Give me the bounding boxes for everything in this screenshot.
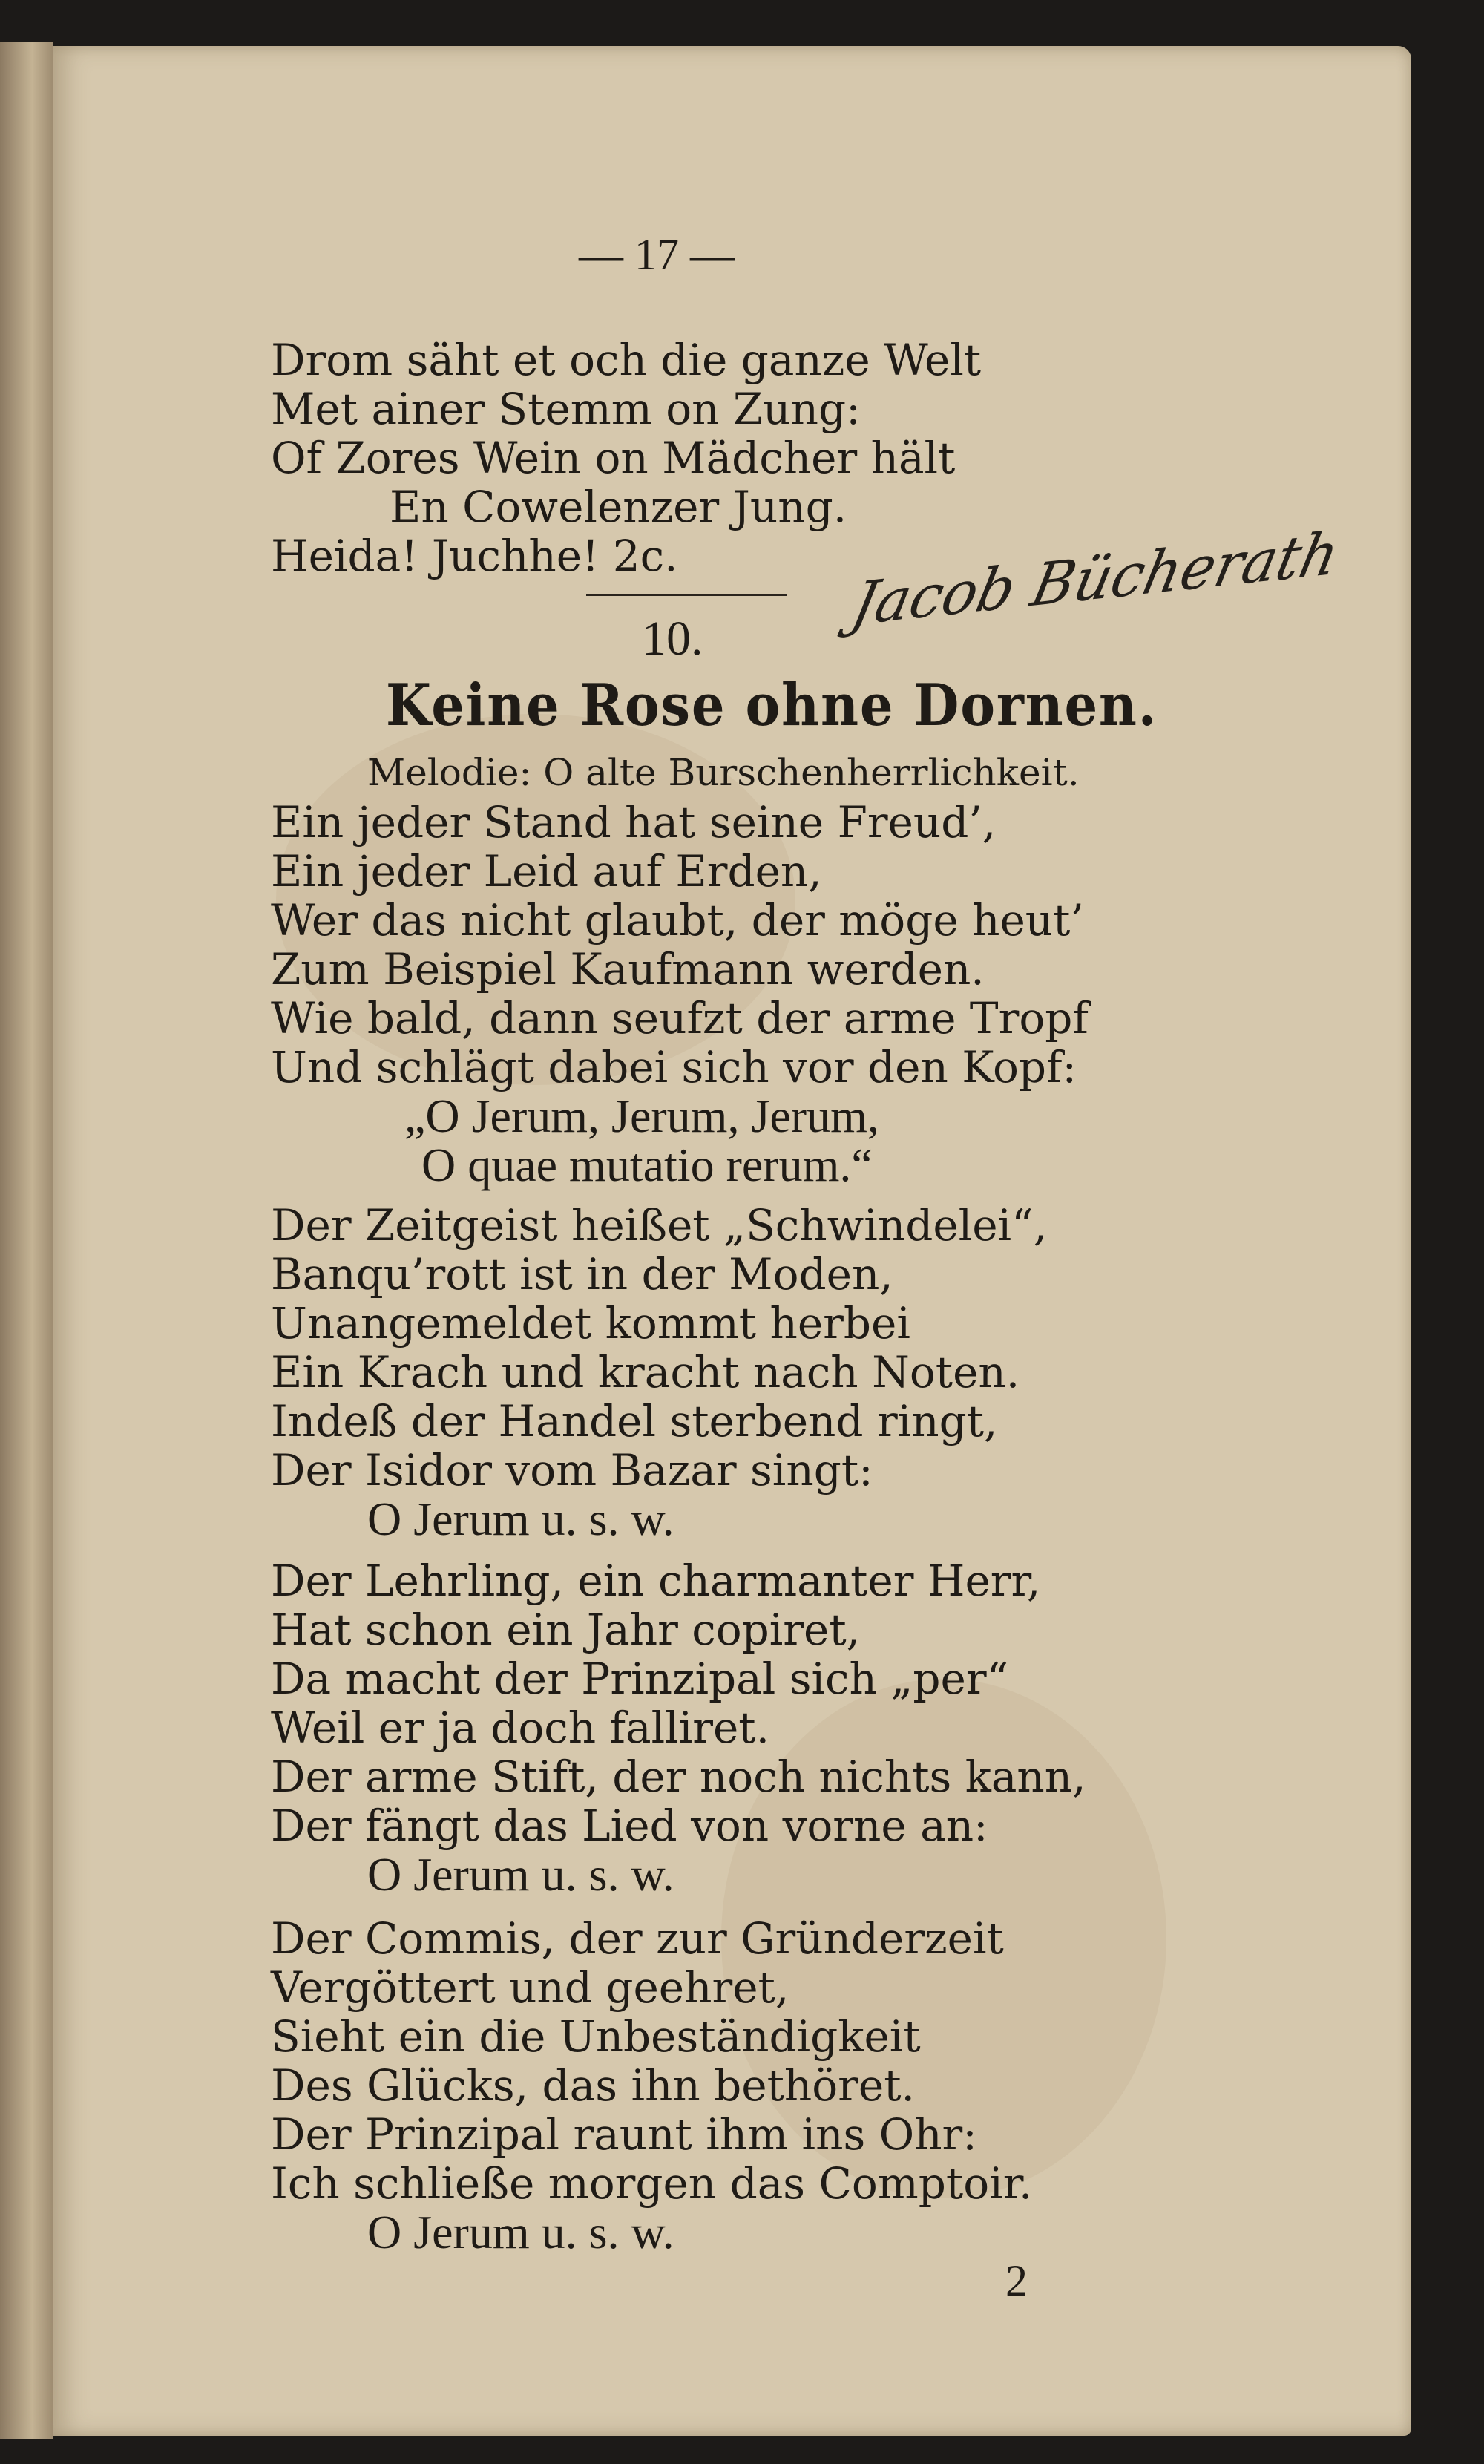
verse-line: Hat schon ein Jahr copiret, <box>271 1605 861 1655</box>
refrain-line: O Jerum u. s. w. <box>367 2206 674 2258</box>
verse-line: Weil er ja doch falliret. <box>271 1703 770 1753</box>
verse-line: Banqu’rott ist in der Moden, <box>271 1249 893 1300</box>
verse-line: Der Prinzipal raunt ihm ins Ohr: <box>271 2109 977 2160</box>
refrain-line: O quae mutatio rerum.“ <box>421 1138 873 1191</box>
verse-line: Ein jeder Leid auf Erden, <box>271 846 822 897</box>
verse-line: Drom säht et och die ganze Welt <box>271 335 982 385</box>
refrain-line: O Jerum u. s. w. <box>367 1848 674 1901</box>
verse-line: Der Lehrling, ein charmanter Herr, <box>271 1556 1041 1606</box>
section-divider <box>586 594 787 596</box>
verse-line: Der arme Stift, der noch nichts kann, <box>271 1752 1086 1802</box>
refrain-line: O Jerum u. s. w. <box>367 1493 674 1545</box>
handwritten-signature: Jacob Bücherath <box>846 520 1345 640</box>
verse-line: Der Commis, der zur Gründerzeit <box>271 1913 1004 1964</box>
adjacent-page-edge <box>0 42 53 2439</box>
verse-line: Vergöttert und geehret, <box>271 1962 789 2013</box>
verse-line: Der Zeitgeist heißet „Schwindelei“, <box>271 1200 1048 1251</box>
verse-line: En Cowelenzer Jung. <box>390 482 847 532</box>
refrain-line: „O Jerum, Jerum, Jerum, <box>404 1090 879 1142</box>
verse-line: Ich schließe morgen das Comptoir. <box>271 2158 1033 2209</box>
song-number: 10. <box>642 612 703 666</box>
verse-line: Indeß der Handel sterbend ringt, <box>271 1396 998 1446</box>
verse-line: Heida! Juchhe! 2c. <box>271 531 678 581</box>
page-number: — 17 — <box>579 230 735 279</box>
verse-line: Und schlägt dabei sich vor den Kopf: <box>271 1042 1077 1092</box>
verse-line: Da macht der Prinzipal sich „per“ <box>271 1654 1009 1704</box>
verse-line: Der Isidor vom Bazar singt: <box>271 1445 873 1495</box>
verse-line: Ein jeder Stand hat seine Freud’, <box>271 797 997 848</box>
verse-line: Ein Krach und kracht nach Noten. <box>271 1347 1020 1398</box>
verse-line: Zum Beispiel Kaufmann werden. <box>271 944 985 995</box>
melody-line: Melodie: O alte Burschenherrlichkeit. <box>367 751 1080 794</box>
verse-line: Wie bald, dann seufzt der arme Tropf <box>271 993 1089 1043</box>
verse-line: Of Zores Wein on Mädcher hält <box>271 433 956 483</box>
song-title: Keine Rose ohne Dornen. <box>386 672 1158 739</box>
signature-mark: 2 <box>1005 2256 1028 2305</box>
verse-line: Unangemeldet kommt herbei <box>271 1298 910 1349</box>
verse-line: Met ainer Stemm on Zung: <box>271 384 861 434</box>
verse-line: Sieht ein die Unbeständigkeit <box>271 2011 921 2062</box>
verse-line: Des Glücks, das ihn bethöret. <box>271 2060 915 2111</box>
verse-line: Wer das nicht glaubt, der möge heut’ <box>271 895 1084 946</box>
verse-line: Der fängt das Lied von vorne an: <box>271 1801 988 1851</box>
